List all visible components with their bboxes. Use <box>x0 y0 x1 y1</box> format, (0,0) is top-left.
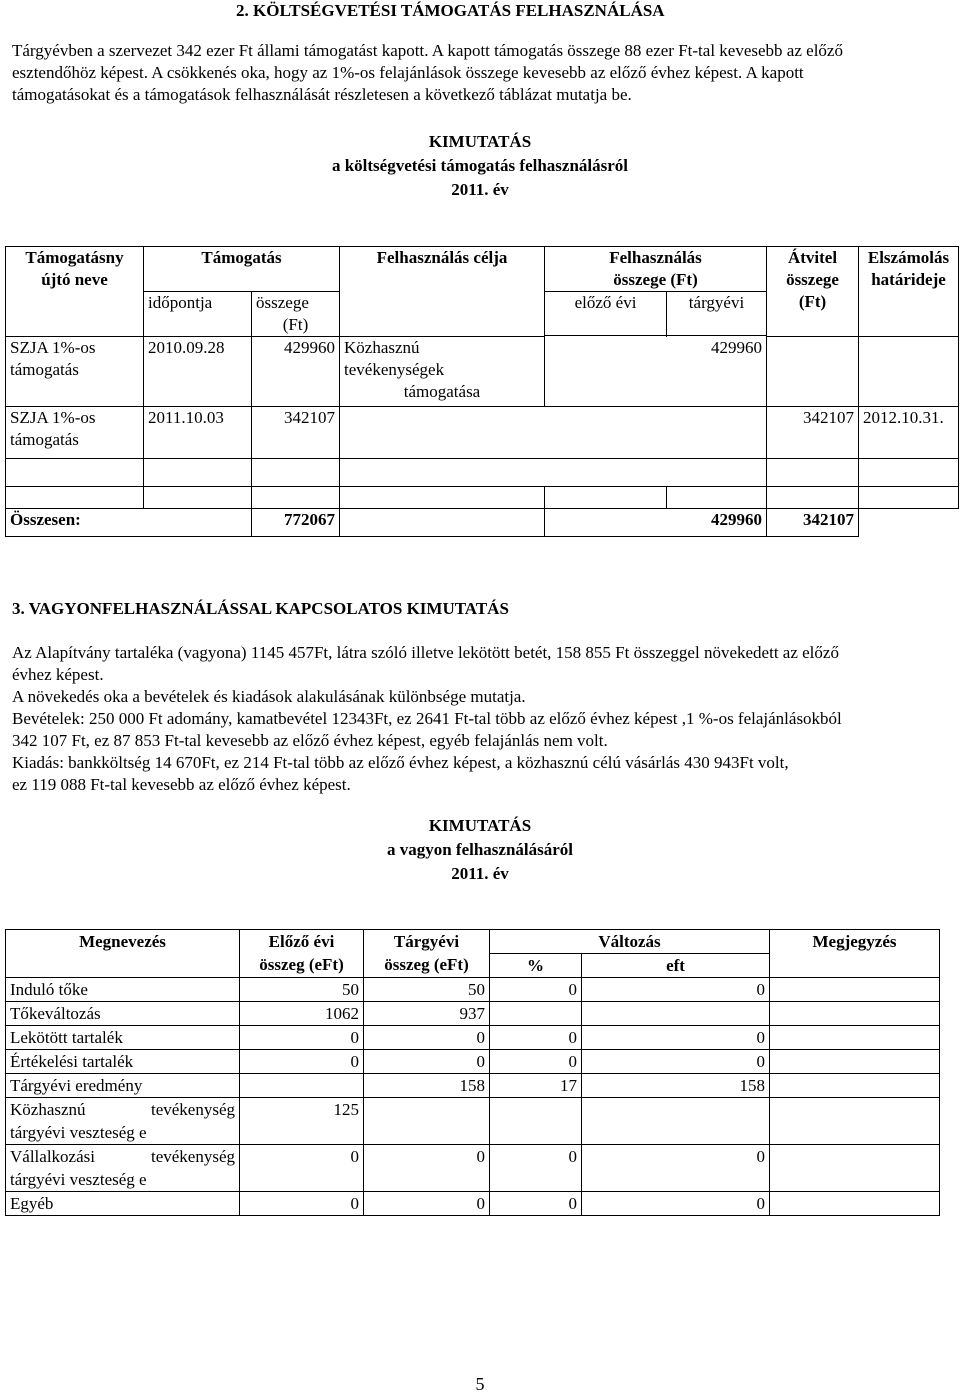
cell-curr: 158 <box>364 1074 490 1098</box>
row-2-name: SZJA 1%-os támogatás <box>6 407 144 459</box>
header-usage: Felhasználás összege (Ft) <box>545 247 767 292</box>
section-3-para-line-2: évhez képest. <box>12 665 104 684</box>
row-2-purpose <box>340 407 767 459</box>
cell-curr: 0 <box>364 1050 490 1074</box>
table-row <box>6 1050 940 1074</box>
row-name: Közhasznú tevékenység tárgyévi veszteség e <box>6 1098 240 1145</box>
cell-note <box>770 1026 940 1050</box>
cell-curr <box>364 1098 490 1145</box>
cell-pct: 0 <box>490 1145 582 1192</box>
asset-report-title <box>0 814 960 886</box>
budget-report-title <box>0 130 960 202</box>
cell-eft: 0 <box>582 1026 770 1050</box>
header-support: Támogatás <box>144 247 340 292</box>
page-number: 5 <box>475 1374 485 1394</box>
table-row <box>6 1098 940 1145</box>
header-purpose: Felhasználás célja <box>340 247 545 337</box>
cell-eft <box>582 1098 770 1145</box>
t2-header-change: Változás <box>490 930 770 954</box>
t2-header-pct: % <box>490 954 582 978</box>
t2-header-eft: eft <box>582 954 770 978</box>
cell-curr: 0 <box>364 1145 490 1192</box>
section-3-para-line-3: A növekedés oka a bevételek és kiadások alakulásának különbsége mutatja. <box>12 687 526 706</box>
cell-prev <box>240 1074 364 1098</box>
row-2-transfer: 342107 <box>767 407 859 459</box>
table-row <box>6 407 959 459</box>
cell-pct <box>490 1002 582 1026</box>
t2-header-note: Megjegyzés <box>770 930 940 978</box>
asset-report-title-line-3: 2011. év <box>451 864 509 883</box>
header-usage-prev: előző évi <box>545 292 667 336</box>
row-1-transfer <box>767 337 859 407</box>
cell-prev: 0 <box>240 1192 364 1216</box>
row-2-date: 2011.10.03 <box>144 407 252 459</box>
cell-pct: 0 <box>490 1026 582 1050</box>
section-3-para-line-5: 342 107 Ft, ez 87 853 Ft-tal kevesebb az előző évhez képest, egyéb felajánlás nem volt. <box>12 731 608 750</box>
cell-eft: 0 <box>582 1192 770 1216</box>
asset-usage-table <box>5 929 940 1216</box>
cell-eft: 0 <box>582 1145 770 1192</box>
cell-prev: 0 <box>240 1050 364 1074</box>
budget-support-table <box>5 246 959 537</box>
header-usage-curr: tárgyévi <box>667 292 767 336</box>
cell-prev: 0 <box>240 1026 364 1050</box>
header-transfer: Átvitel összege (Ft) <box>767 247 859 337</box>
cell-note <box>770 1145 940 1192</box>
budget-report-title-line-1: KIMUTATÁS <box>428 132 532 151</box>
cell-prev: 1062 <box>240 1002 364 1026</box>
section-2-heading: 2. KÖLTSÉGVETÉSI TÁMOGATÁS FELHASZNÁLÁSA <box>236 1 665 20</box>
cell-note <box>770 1098 940 1145</box>
table-row <box>6 1192 940 1216</box>
row-1-date: 2010.09.28 <box>144 337 252 407</box>
cell-eft: 0 <box>582 1050 770 1074</box>
cell-pct: 0 <box>490 1192 582 1216</box>
table-row <box>6 337 959 407</box>
row-1-amount: 429960 <box>252 337 340 407</box>
section-3-para-line-6: Kiadás: bankköltség 14 670Ft, ez 214 Ft-tal több az előző évhez képest, a közhasznú célú vásárlás 430 943Ft volt, <box>12 753 789 772</box>
cell-pct: 17 <box>490 1074 582 1098</box>
asset-report-title-line-2: a vagyon felhasználásáról <box>386 840 574 859</box>
cell-note <box>770 1002 940 1026</box>
cell-note <box>770 1050 940 1074</box>
cell-pct: 0 <box>490 978 582 1002</box>
cell-pct: 0 <box>490 1050 582 1074</box>
table-row <box>6 459 959 487</box>
header-deadline: Elszámolás határideje <box>859 247 959 337</box>
cell-note <box>770 978 940 1002</box>
t2-header-name: Megnevezés <box>6 930 240 978</box>
section-3-para-line-4: Bevételek: 250 000 Ft adomány, kamatbevétel 12343Ft, ez 2641 Ft-tal több az előző évhez képest ,1 %-os felajánlásokból <box>12 709 842 728</box>
row-1-usage: 429960 <box>545 337 767 407</box>
table-row <box>6 487 959 509</box>
cell-curr: 0 <box>364 1026 490 1050</box>
table-row <box>6 978 940 1002</box>
cell-prev: 125 <box>240 1098 364 1145</box>
budget-report-title-line-2: a költségvetési támogatás felhasználásról <box>331 156 629 175</box>
cell-curr: 50 <box>364 978 490 1002</box>
t2-header-prev: Előző évi összeg (eFt) <box>240 930 364 978</box>
cell-pct <box>490 1098 582 1145</box>
section-2-para-line-3: támogatásokat és a támogatások felhasználását részletesen a következő táblázat mutatja be. <box>12 85 632 104</box>
row-name: Induló tőke <box>6 978 240 1002</box>
section-3-para-line-7: ez 119 088 Ft-tal kevesebb az előző évhez képest. <box>12 775 351 794</box>
header-name: Támogatásny újtó neve <box>6 247 144 337</box>
table-row <box>6 1026 940 1050</box>
table-row <box>6 1002 940 1026</box>
row-name: Lekötött tartalék <box>6 1026 240 1050</box>
row-name: Egyéb <box>6 1192 240 1216</box>
row-name: Értékelési tartalék <box>6 1050 240 1074</box>
cell-note <box>770 1192 940 1216</box>
row-2-deadline: 2012.10.31. <box>859 407 959 459</box>
row-1-deadline <box>859 337 959 407</box>
header-support-amount: összege (Ft) <box>252 292 340 337</box>
t2-header-curr: Tárgyévi összeg (eFt) <box>364 930 490 978</box>
total-transfer: 342107 <box>767 509 859 537</box>
row-name: Tőkeváltozás <box>6 1002 240 1026</box>
total-usage: 429960 <box>545 509 767 537</box>
cell-eft: 0 <box>582 978 770 1002</box>
cell-curr: 937 <box>364 1002 490 1026</box>
total-label: Összesen: <box>6 509 252 537</box>
table-row <box>6 1074 940 1098</box>
asset-report-title-line-1: KIMUTATÁS <box>428 816 532 835</box>
row-2-amount: 342107 <box>252 407 340 459</box>
header-support-date: időpontja <box>144 292 252 337</box>
budget-report-title-line-3: 2011. év <box>451 180 509 199</box>
total-amount: 772067 <box>252 509 340 537</box>
cell-prev: 50 <box>240 978 364 1002</box>
row-1-name: SZJA 1%-os támogatás <box>6 337 144 407</box>
section-2-para-line-2: esztendőhöz képest. A csökkenés oka, hogy az 1%-os felajánlások összege kevesebb az előző évhez képest. A kapott <box>12 63 804 82</box>
cell-eft: 158 <box>582 1074 770 1098</box>
section-3-para-line-1: Az Alapítvány tartaléka (vagyona) 1145 457Ft, látra szóló illetve lekötött betét, 158 855 Ft összeggel növekedett az előző <box>12 643 839 662</box>
cell-note <box>770 1074 940 1098</box>
cell-curr: 0 <box>364 1192 490 1216</box>
total-row <box>6 509 959 537</box>
cell-eft <box>582 1002 770 1026</box>
cell-prev: 0 <box>240 1145 364 1192</box>
row-1-purpose: Közhasznú tevékenységek támogatása <box>340 337 545 407</box>
section-3-heading: 3. VAGYONFELHASZNÁLÁSSAL KAPCSOLATOS KIMUTATÁS <box>12 599 509 618</box>
table-row <box>6 1145 940 1192</box>
row-name: Vállalkozási tevékenység tárgyévi veszteség e <box>6 1145 240 1192</box>
section-2-para-line-1: Tárgyévben a szervezet 342 ezer Ft állami támogatást kapott. A kapott támogatás összege 88 ezer Ft-tal kevesebb az előző <box>12 41 843 60</box>
row-name: Tárgyévi eredmény <box>6 1074 240 1098</box>
